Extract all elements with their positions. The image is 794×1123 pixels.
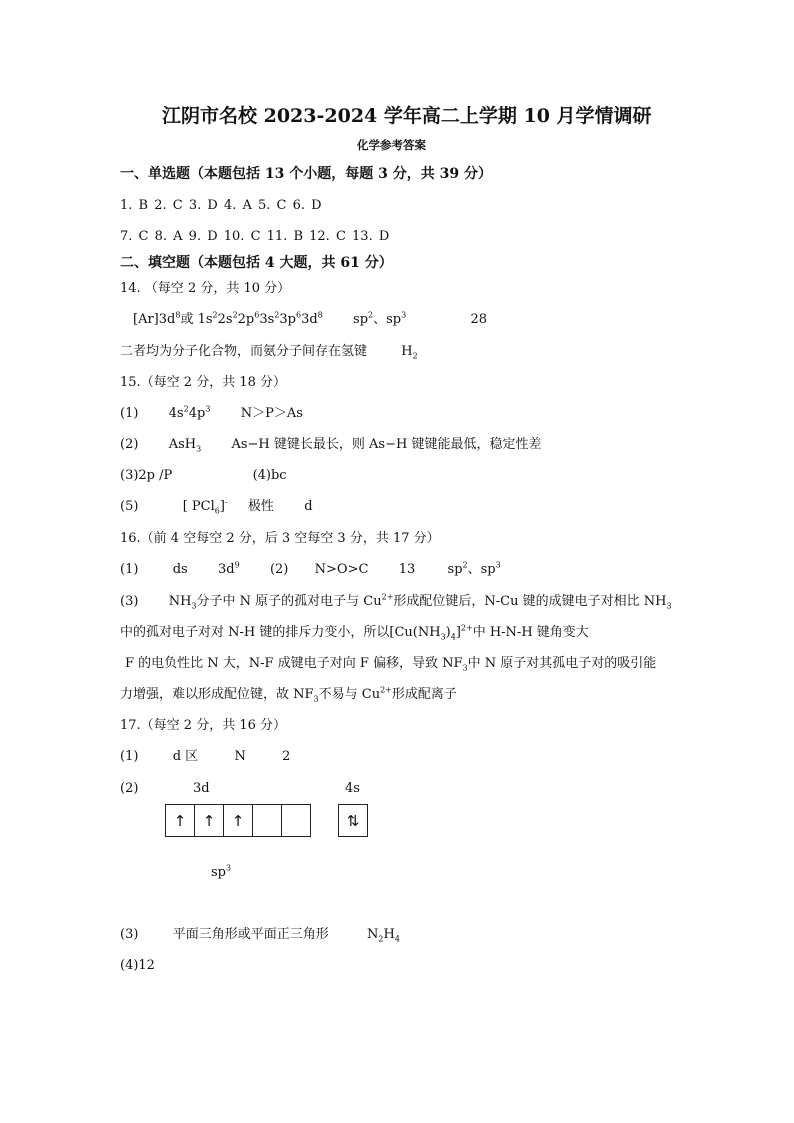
orbital-3d-box: ↑	[224, 805, 253, 836]
q16-l3-label: (3)	[120, 594, 139, 609]
q16-l5-text-a: F 的电负性比 N 大，N-F 成键电子对向 F 偏移，导致 NF	[125, 656, 463, 671]
q16-l1-ds: ds	[172, 562, 188, 577]
q15-header: 15.（每空 2 分，共 18 分）	[120, 375, 287, 390]
section2-heading: 二、填空题（本题包括 4 大题，共 61 分）	[120, 255, 393, 271]
q14-or: 或 1s	[180, 312, 213, 327]
orbital-4s-label: 4s	[345, 781, 360, 796]
q16-l3-text-b: 分子中 N 原子的孤对电子与 Cu	[196, 594, 382, 609]
q17-l1-n: N	[234, 749, 246, 764]
q14-line2: 二者均为分子化合物，而氨分子间存在氢键 $H_2$	[120, 344, 418, 361]
q15-l2-reason: As−H 键键长最长，则 As−H 键键能最低，稳定性差	[231, 437, 542, 452]
q15-l1-label: (1)	[120, 406, 139, 421]
q16-line4: 中的孤对电子对对 N-H 键的排斥力变小，所以$[Cu(NH_3)_4]^{2+}$中 H-N-H 键角变大	[120, 623, 589, 642]
q14-line1: $[Ar]3d^8$或 $1s^22s^22p^63s^23p^63d^8$ $sp^2$、$sp^3$ 28	[133, 310, 488, 327]
q15-l1-order: N＞P＞As	[240, 406, 303, 421]
q16-l1-label: (1)	[120, 562, 139, 577]
q16-l4-text-a: 中的孤对电子对对 N-H 键的排斥力变小，所以[Cu(NH	[120, 625, 441, 640]
q17-line4: (4)12	[120, 958, 155, 973]
q15-l5-d: d	[304, 499, 313, 514]
q16-l2-sp-sep: 、sp	[467, 562, 496, 577]
q14-h2: H	[401, 344, 413, 359]
q17-l3-n2h4: N	[367, 927, 379, 942]
q15-l5-polar: 极性	[247, 499, 274, 514]
q16-line5: F 的电负性比 N 大，N-F 成键电子对向 F 偏移，导致 $NF_3$中 N 原子对其孤电子对的吸引能	[125, 656, 657, 673]
mc-answers-row2: 7. C 8. A 9. D 10. C 11. B 12. C 13. D	[120, 229, 390, 244]
q17-l1-d-block: d 区	[172, 749, 199, 764]
q16-line6: 力增强，难以形成配位键，故 $NF_3$不易与 $Cu^{2+}$形成配离子	[120, 685, 457, 704]
orbital-3d-box	[253, 805, 282, 836]
q17-sp3: $sp^3$	[211, 863, 232, 880]
q16-l3-nh3: NH	[168, 594, 192, 609]
q17-l3-label: (3)	[120, 927, 139, 942]
q15-l1-config: 4s	[168, 406, 184, 421]
q15-line1: (1) $4s^24p^3$ N＞P＞As	[120, 404, 303, 421]
q15-l5-label: (5)	[120, 499, 139, 514]
orbital-3d-label: 3d	[193, 781, 210, 796]
q17-l2-label: (2)	[120, 781, 139, 796]
q16-header: 16.（前 4 空每空 2 分，后 3 空每空 3 分，共 17 分）	[120, 531, 440, 546]
orbital-3d-box: ↑	[166, 805, 195, 836]
page-title: 江阴市名校 2023-2024 学年高二上学期 10 月学情调研	[162, 105, 652, 127]
q16-l2-label: (2)	[269, 562, 289, 577]
q16-l4-text-b: 中 H-N-H 键角变大	[472, 625, 589, 640]
q16-line3: (3) $NH_3$分子中 N 原子的孤对电子与 $Cu^{2+}$形成配位键后，N-Cu 键的成键电子对相比 $NH_3$	[120, 592, 672, 611]
q17-line3: (3) 平面三角形或平面正三角形 $N_2H_4$	[120, 927, 400, 944]
q15-line5: (5) [ PCl$_6$]- 极性 d	[120, 497, 313, 516]
q16-l6-text-c: 形成配离子	[391, 687, 457, 702]
q16-l3-text-c: 形成配位键后，N-Cu 键的成键电子对相比 NH	[393, 594, 667, 609]
q15-l2-ash3: AsH	[168, 437, 197, 452]
q16-l2-sp: sp	[447, 562, 463, 577]
orbital-diagram-3d	[165, 804, 311, 837]
q16-l5-text-b: 中 N 原子对其孤电子对的吸引能	[467, 656, 657, 671]
orbital-3d-box	[282, 805, 310, 836]
q15-l4-answer: (4)bc	[252, 468, 287, 483]
q16-l6-text-b: 不易与 Cu	[318, 687, 381, 702]
q14-hyb-sep: 、sp	[373, 312, 402, 327]
q16-l2-13: 13	[398, 562, 416, 577]
q14-number: 28	[470, 312, 488, 327]
q16-l2-order: N>O>C	[314, 562, 369, 577]
q15-line2: (2) AsH$_3$ As−H 键键长最长，则 As−H 键键能最低，稳定性差	[120, 437, 542, 454]
q14-reason: 二者均为分子化合物，而氨分子间存在氢键	[120, 344, 368, 359]
q15-l2-label: (2)	[120, 437, 139, 452]
q17-sp3-label: sp	[211, 865, 226, 880]
q14-hyb: sp	[353, 312, 369, 327]
q16-line1: (1) ds $3d^9$ (2) N>O>C 13 $sp^2$、$sp^3$	[120, 560, 501, 577]
q15-l3-answer: (3)2p /P	[120, 468, 173, 483]
q16-l1-3d: 3d	[217, 562, 235, 577]
q17-header: 17.（每空 2 分，共 16 分）	[120, 718, 287, 733]
page-subtitle: 化学参考答案	[357, 138, 426, 152]
q15-l5-ion: [ PCl	[182, 499, 215, 514]
q14-header: 14. （每空 2 分，共 10 分）	[120, 281, 291, 296]
section1-heading: 一、单选题（本题包括 13 个小题，每题 3 分，共 39 分）	[120, 166, 492, 182]
orbital-4s-box: ⇅	[346, 811, 360, 830]
q17-l1-2: 2	[282, 749, 291, 764]
mc-answers-row1: 1. B 2. C 3. D 4. A 5. C 6. D	[120, 198, 322, 213]
q17-l1-label: (1)	[120, 749, 139, 764]
orbital-diagram-4s	[338, 804, 368, 837]
q17-l3-shape: 平面三角形或平面正三角形	[172, 927, 329, 942]
q17-line1	[120, 750, 290, 763]
orbital-3d-box: ↑	[195, 805, 224, 836]
q15-line3	[120, 469, 287, 482]
q16-l6-text-a: 力增强，难以形成配位键，故 NF	[120, 687, 314, 702]
q14-config: [Ar]3d	[133, 312, 176, 327]
